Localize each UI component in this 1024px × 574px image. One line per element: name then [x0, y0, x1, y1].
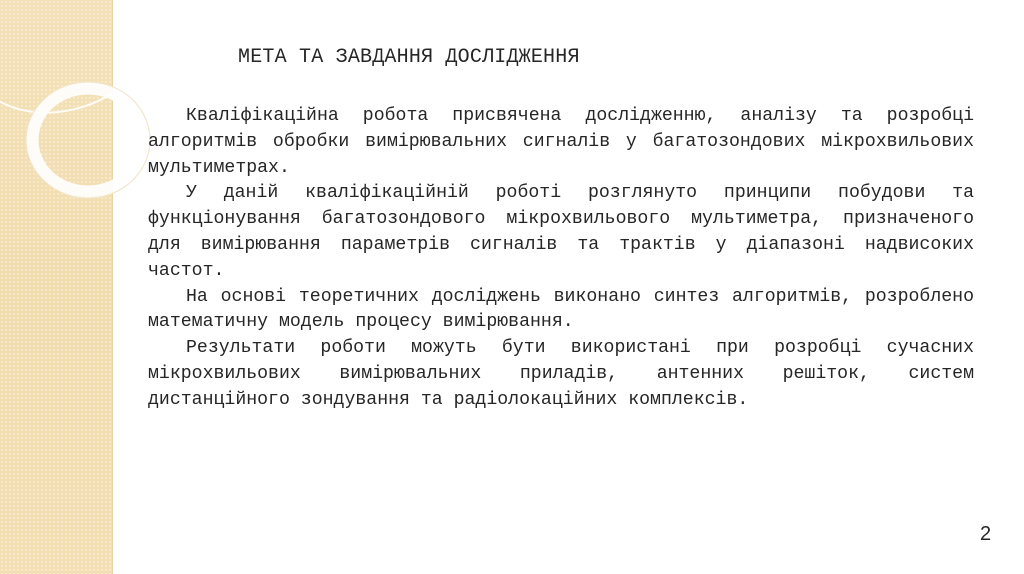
slide-body: [148, 104, 974, 414]
slide-title: МЕТА ТА ЗАВДАННЯ ДОСЛІДЖЕННЯ: [238, 46, 580, 69]
body-paragraph: У даній кваліфікаційній роботі розглянуто принципи побудови та функціонування багатозондового мікрохвильового мультиметра, призначеного для вимірювання параметрів сигналів та трактів у діапазоні надвисоких частот.: [148, 183, 974, 281]
decorative-side-panel: [0, 0, 113, 574]
body-paragraph: Кваліфікаційна робота присвячена дослідженню, аналізу та розробці алгоритмів обробки вимірювальних сигналів у багатозондових мікрохвильових мультиметрах.: [148, 106, 974, 178]
page-number: 2: [980, 523, 992, 545]
body-paragraph: Результати роботи можуть бути використані при розробці сучасних мікрохвильових вимірювальних приладів, антенних решіток, систем дистанційного зондування та радіолокаційних комплексів.: [148, 338, 974, 410]
body-paragraph: На основі теоретичних досліджень виконано синтез алгоритмів, розроблено математичну модель процесу вимірювання.: [148, 286, 974, 333]
